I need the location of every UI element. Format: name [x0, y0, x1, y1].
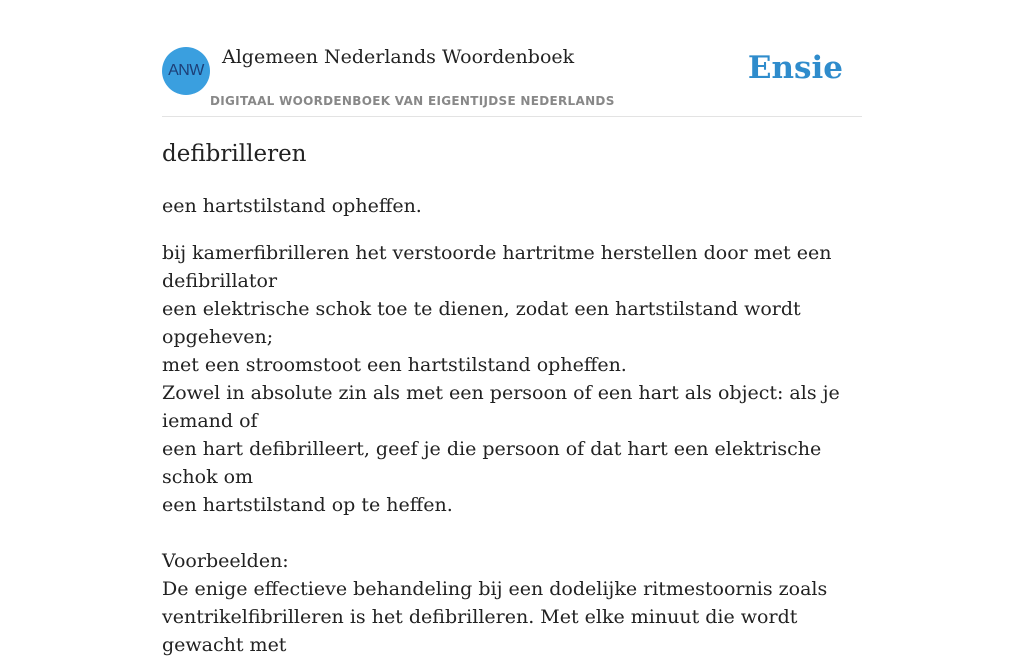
- definition-line: Zowel in absolute zin als met een persoon of een hart als object: als je iemand of: [162, 382, 840, 432]
- definition-line: bij kamerfibrilleren het verstoorde hartritme herstellen door met een defibrillator: [162, 242, 832, 292]
- definition-line: met een stroomstoot een hartstilstand opheffen.: [162, 354, 627, 376]
- entry-content: [162, 138, 867, 659]
- definition-line: een hart defibrilleert, geef je die persoon of dat hart een elektrische schok om: [162, 438, 822, 488]
- anw-logo[interactable]: ANW: [162, 47, 210, 95]
- definition-line: een hartstilstand op te heffen.: [162, 494, 453, 516]
- site-subtitle: DIGITAAL WOORDENBOEK VAN EIGENTIJDSE NEDERLANDS: [210, 94, 615, 108]
- paragraph-spacer: [162, 519, 867, 547]
- example-line: ventrikelfibrilleren is het defibrilleren. Met elke minuut die wordt gewacht met: [162, 606, 798, 656]
- short-definition: een hartstilstand opheffen.: [162, 195, 422, 217]
- example-line: De enige effectieve behandeling bij een dodelijke ritmestoornis zoals: [162, 578, 828, 600]
- site-header: [162, 46, 862, 117]
- ensie-brand-link[interactable]: Ensie: [747, 50, 843, 86]
- definition-line: een elektrische schok toe te dienen, zodat een hartstilstand wordt opgeheven;: [162, 298, 801, 348]
- examples-label: Voorbeelden:: [162, 550, 289, 572]
- site-title[interactable]: Algemeen Nederlands Woordenboek: [222, 46, 575, 68]
- entry-headword: defibrilleren: [162, 141, 307, 167]
- definition-body: [162, 239, 867, 659]
